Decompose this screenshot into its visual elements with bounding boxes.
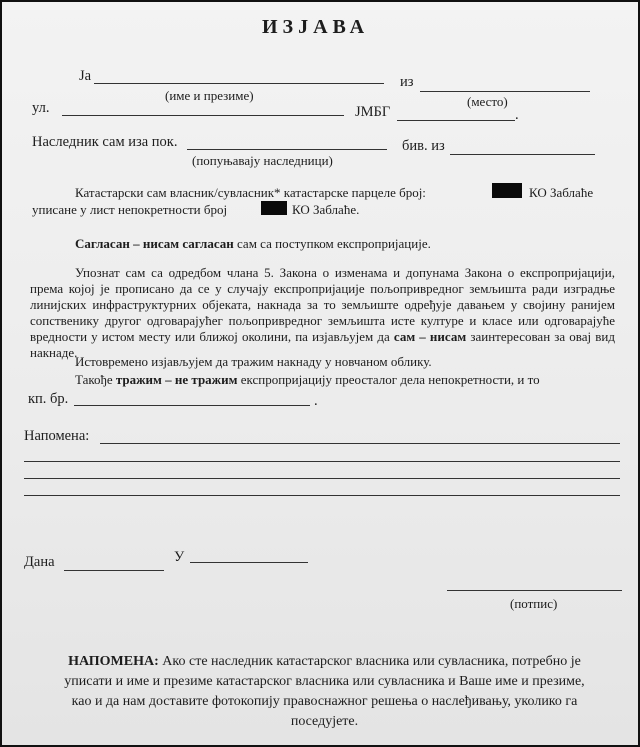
- iz-label: из: [400, 74, 414, 90]
- former-place-line[interactable]: [450, 154, 595, 155]
- place-caption: (место): [467, 94, 508, 109]
- jmbg-label: ЈМБГ: [355, 104, 391, 120]
- interest-options[interactable]: сам – нисам: [393, 329, 467, 344]
- consent-options[interactable]: Сагласан – нисам сагласан: [75, 236, 234, 251]
- deceased-line[interactable]: [187, 149, 387, 150]
- informed-paragraph: Упознат сам са одредбом члана 5. Закона о изменама и допунама Закона о експропријацији, према којој је прописано да се у случају експропријације пољопривредног земљишта ради изградње линијских инфраструктурних објеката, накнада за то земљиште одређује давањем у својину ранијем сопственику другог одговарајућег пољопривредног земљишта исте културе и класе или одговарајуће вредности у истом месту или ближој околини, па изјављујем да сам – нисам заинтересован за овај вид накнаде.: [30, 265, 615, 360]
- note-line-3[interactable]: [24, 478, 620, 479]
- note-label: Напомена:: [24, 428, 90, 444]
- redacted-parcel-number: [492, 183, 522, 198]
- signature-caption: (потпис): [510, 596, 558, 611]
- name-caption: (име и презиме): [165, 88, 254, 103]
- heir-label: Наследник сам иза пок.: [32, 134, 178, 150]
- remaining-part-line: Такође тражим – не тражим експропријацију преосталог дела непокретности, и то: [75, 372, 540, 387]
- cadastre-ko-2: КО Заблаће.: [292, 202, 360, 217]
- cadastre-line-2: уписане у лист непокретности број: [32, 202, 228, 217]
- note-line-2[interactable]: [24, 461, 620, 462]
- former-from-label: бив. из: [402, 138, 445, 154]
- name-line[interactable]: [94, 83, 384, 84]
- ja-label: Ја: [79, 68, 92, 84]
- date-label: Дана: [24, 554, 55, 570]
- date-line[interactable]: [64, 570, 164, 571]
- street-line[interactable]: [62, 115, 344, 116]
- cadastre-ko-1: КО Заблаће: [529, 185, 594, 200]
- redacted-sheet-number: [261, 201, 287, 215]
- parcel-number-line[interactable]: [74, 405, 310, 406]
- jmbg-line[interactable]: [397, 120, 515, 121]
- sign-place-line[interactable]: [190, 562, 308, 563]
- document-title: ИЗЈАВА: [262, 16, 370, 38]
- cadastre-line-1: Катастарски сам власник/сувласник* катастарске парцеле број:: [75, 185, 426, 200]
- bottom-note-label: НАПОМЕНА:: [68, 654, 159, 669]
- signature-line[interactable]: [447, 590, 622, 591]
- note-line-4[interactable]: [24, 495, 620, 496]
- place-line[interactable]: [420, 91, 590, 92]
- request-options[interactable]: тражим – не тражим: [115, 372, 238, 387]
- bottom-note: НАПОМЕНА: Ако сте наследник катастарског власника или сувласника, потребно је уписати и име и презиме катастарског власника или сувласника и Ваше име и презиме, као и да нам доставите фотокопију правоснажног решења о наслеђивању, уколико га поседујете.: [64, 654, 585, 729]
- consent-line: Сагласан – нисам сагласан сам са поступком експропријације.: [75, 236, 431, 251]
- in-place-label: У: [174, 549, 185, 565]
- heirs-caption: (попуњавају наследници): [192, 153, 333, 168]
- note-line-1[interactable]: [100, 443, 620, 444]
- parcel-number-label: кп. бр.: [28, 391, 69, 407]
- street-label: ул.: [32, 100, 50, 116]
- document-page: ИЗЈАВА Ја (име и презиме) из (место) ул. ЈМБГ . Наследник сам иза пок. (попуњавају наследници) бив. из Катастарски сам власник/сувласник* катастарске парцеле број: КО Заблаће уписане у лист непокретности број КО Заблаће. Сагласан – нисам сагласан сам са поступком експропријације. Упознат сам са одредбом члана 5. Закона о изменама и допунама Закона о експропријацији, према којој је прописано да се у случају експропријације пољопривредног земљишта ради изградње линијских инфраструктурних објеката, накнада за то земљиште одређује давањем у својину ранијем сопственику другог одговарајућег пољопривредног земљишта исте културе и класе или одговарајуће вредности у истом месту или ближој околини, па изјављујем да сам – нисам заинтересован за овај вид накнаде. Истовремено изјављујем да тражим накнаду у новчаном облику. Такође тражим – не тражим експропријацију преосталог дела непокретности, и то кп. бр. . Напомена: Дана У (потпис) НАПОМЕНА: Ако сте наследник катастарског власника или сувласника, потребно је уписати и име и презиме катастарског власника или сувласника и Ваше име и презиме, као и да нам доставите фотокопију правоснажног решења о наслеђивању, уколико га поседујете.: [0, 0, 640, 747]
- cash-compensation-line: Истовремено изјављујем да тражим накнаду у новчаном облику.: [75, 354, 432, 369]
